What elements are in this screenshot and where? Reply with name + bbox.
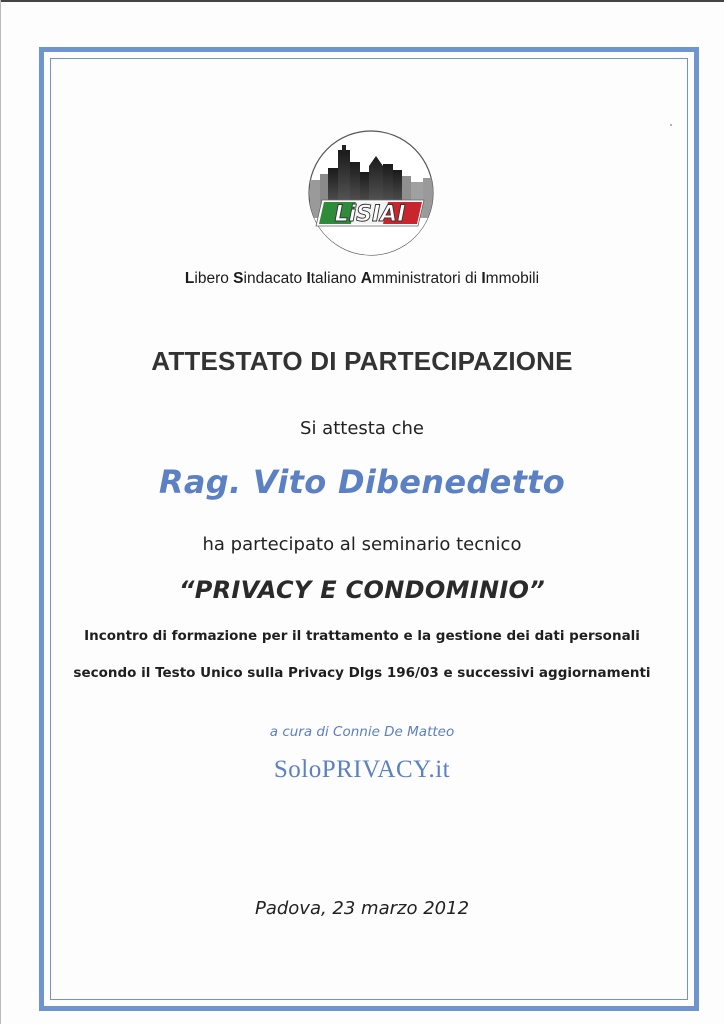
description-line-2: secondo il Testo Unico sulla Privacy Dlgs 196/03 e successivi aggiornamenti: [73, 665, 651, 681]
place-date: Padova, 23 marzo 2012: [254, 898, 470, 919]
organization-word: ibero: [194, 270, 229, 287]
scan-speck: [670, 124, 672, 126]
organization-name: [60, 270, 664, 288]
organization-word: mministratori di: [371, 270, 478, 287]
recipient-name: Rag. Vito Dibenedetto: [158, 463, 566, 501]
organization-initial: A: [360, 270, 372, 287]
lisiai-logo: [306, 128, 436, 258]
scan-edge: [0, 0, 724, 2]
scan-edge-left: [0, 0, 1, 1024]
organization-word: indacato: [243, 270, 303, 287]
organization-initial: I: [481, 270, 486, 287]
organization-word: mmobili: [485, 270, 540, 287]
organization-word: taliano: [310, 270, 357, 287]
certificate-title: ATTESTATO DI PARTECIPAZIONE: [151, 346, 573, 376]
attest-line: Si attesta che: [300, 418, 424, 439]
brand-name: SoloPRIVACY.it: [273, 756, 451, 783]
participation-line: ha partecipato al seminario tecnico: [202, 534, 522, 555]
seminar-title: “PRIVACY E CONDOMINIO”: [178, 576, 546, 604]
description-line-1: Incontro di formazione per il trattamento e la gestione dei dati personali: [84, 628, 640, 644]
logo-text: LiSIAI: [334, 202, 406, 227]
curated-by: a cura di Connie De Matteo: [269, 724, 455, 740]
organization-initial: L: [184, 270, 195, 287]
organization-initial: S: [233, 270, 244, 287]
organization-initial: I: [306, 270, 311, 287]
